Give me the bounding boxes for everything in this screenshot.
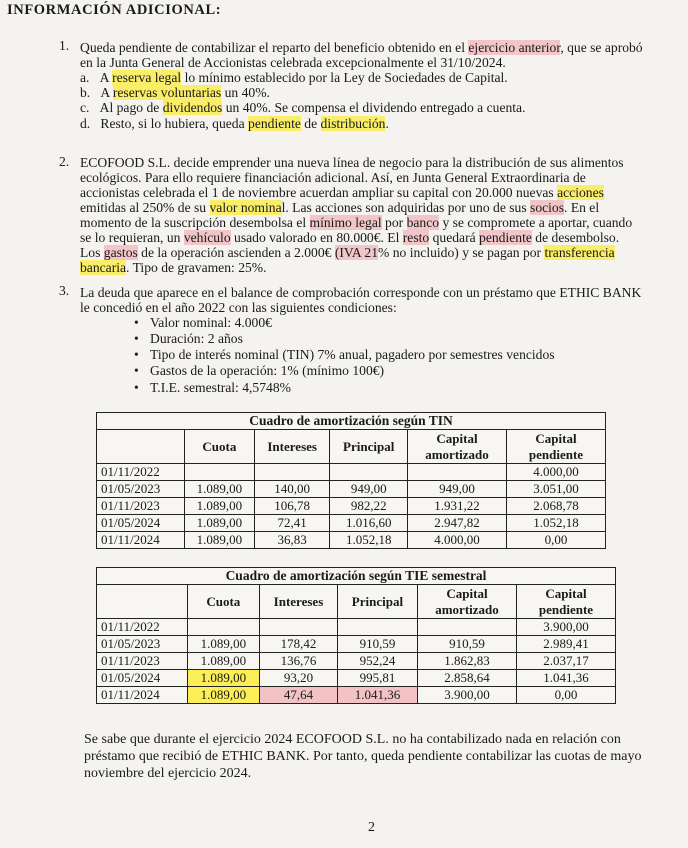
closing-line-2: préstamo que recibió de ETHIC BANK. Por tanto, queda pendiente contabilizar las cuotas de mayo [84, 749, 642, 764]
subitem-d: d. Resto, si lo hubiera, queda pendiente de distribución. [80, 116, 389, 131]
bullet-item: • Duración: 2 años [134, 331, 243, 346]
item-3-line-1: La deuda que aparece en el balance de comprobación corresponde con un préstamo que ETHIC BANK [80, 285, 642, 300]
table-row: 01/11/2023 1.089,00 106,78 982,22 1.931,22 2.068,78 [97, 498, 606, 515]
column-header: Capital pendiente [507, 430, 606, 464]
item-1-number: 1. [59, 38, 70, 53]
bullet-item: • Valor nominal: 4.000€ [134, 315, 272, 330]
table-row: 01/11/2022 4.000,00 [97, 464, 606, 481]
amortization-table-tin [96, 412, 606, 549]
item-2-line-2: ecológicos. Para ello requiere financiación adicional. Así, en Junta General Extraordinaria de [80, 170, 586, 185]
table-row: 01/11/2022 3.900,00 [97, 619, 616, 636]
table-row: 01/11/2024 1.089,00 36,83 1.052,18 4.000,00 0,00 [97, 532, 606, 549]
item-2-line-5: momento de la suscripción desembolsa el mínimo legal por banco y se compromete a aportar, cuando [80, 215, 633, 230]
section-heading: INFORMACIÓN ADICIONAL: [7, 2, 222, 18]
subitem-b: b. A reservas voluntarias un 40%. [80, 85, 270, 100]
item-3-line-2: le concedió en el año 2022 con las siguientes condiciones: [80, 300, 397, 315]
column-header: Intereses [260, 585, 338, 619]
amortization-table-tie [96, 567, 616, 704]
highlight-ejercicio-anterior: ejercicio anterior [468, 40, 561, 55]
item-2-line-8: bancaria. Tipo de gravamen: 25%. [80, 260, 267, 275]
table-row: 01/05/2024 1.089,00 93,20 995,81 2.858,64 1.041,36 [97, 670, 616, 687]
table-row: 01/05/2024 1.089,00 72,41 1.016,60 2.947,82 1.052,18 [97, 515, 606, 532]
item-2-line-3: accionistas celebrada el 1 de noviembre acuerdan ampliar su capital con 20.000 nuevas acciones [80, 185, 604, 200]
column-header: Capital pendiente [517, 585, 616, 619]
item-1-line-1: Queda pendiente de contabilizar el reparto del beneficio obtenido en el ejercicio anterior, que se aprobó [80, 40, 643, 55]
closing-line-1: Se sabe que durante el ejercicio 2024 ECOFOOD S.L. no ha contabilizado nada en relación con [84, 732, 621, 747]
item-2-line-1: ECOFOOD S.L. decide emprender una nueva línea de negocio para la distribución de sus alimentos [80, 155, 624, 170]
table-row: 01/05/2023 1.089,00 178,42 910,59 910,59 2.989,41 [97, 636, 616, 653]
item-2-line-6: se lo requieran, un vehículo usado valorado en 80.000€. El resto quedará pendiente de desembolso. [80, 230, 620, 245]
column-header: Principal [330, 430, 408, 464]
subitem-c: c. Al pago de dividendos un 40%. Se compensa el dividendo entregado a cuenta. [80, 100, 526, 115]
column-header: Intereses [254, 430, 329, 464]
closing-line-3: noviembre del ejercicio 2024. [84, 766, 252, 781]
table-title: Cuadro de amortización según TIN [97, 413, 606, 430]
column-header: Cuota [184, 430, 254, 464]
column-header: Principal [337, 585, 417, 619]
item-2-line-7: Los gastos de la operación ascienden a 2.000€ (IVA 21% no incluido) y se pagan por transferencia [80, 245, 615, 260]
item-1-line-2: en la Junta General de Accionistas celebrada excepcionalmente el 31/10/2024. [80, 55, 506, 70]
bullet-item: • Gastos de la operación: 1% (mínimo 100€) [134, 363, 385, 378]
table-title: Cuadro de amortización según TIE semestral [97, 568, 616, 585]
page-number: 2 [368, 820, 375, 835]
item-2-number: 2. [59, 154, 70, 169]
table-row: 01/11/2024 1.089,00 47,64 1.041,36 3.900,00 0,00 [97, 687, 616, 704]
bullet-item: • Tipo de interés nominal (TIN) 7% anual, pagadero por semestres vencidos [134, 347, 555, 362]
bullet-item: • T.I.E. semestral: 4,5748% [134, 380, 291, 395]
column-header: Cuota [187, 585, 259, 619]
item-3-number: 3. [59, 283, 70, 298]
item-2-line-4: emitidas al 250% de su valor nominal. Las acciones son adquiridas por uno de sus socios. En el [80, 200, 600, 215]
column-header: Capital amortizado [408, 430, 507, 464]
subitem-a: a. A reserva legal lo mínimo establecido por la Ley de Sociedades de Capital. [80, 70, 508, 85]
table-row: 01/11/2023 1.089,00 136,76 952,24 1.862,83 2.037,17 [97, 653, 616, 670]
column-header: Capital amortizado [418, 585, 517, 619]
table-row: 01/05/2023 1.089,00 140,00 949,00 949,00 3.051,00 [97, 481, 606, 498]
